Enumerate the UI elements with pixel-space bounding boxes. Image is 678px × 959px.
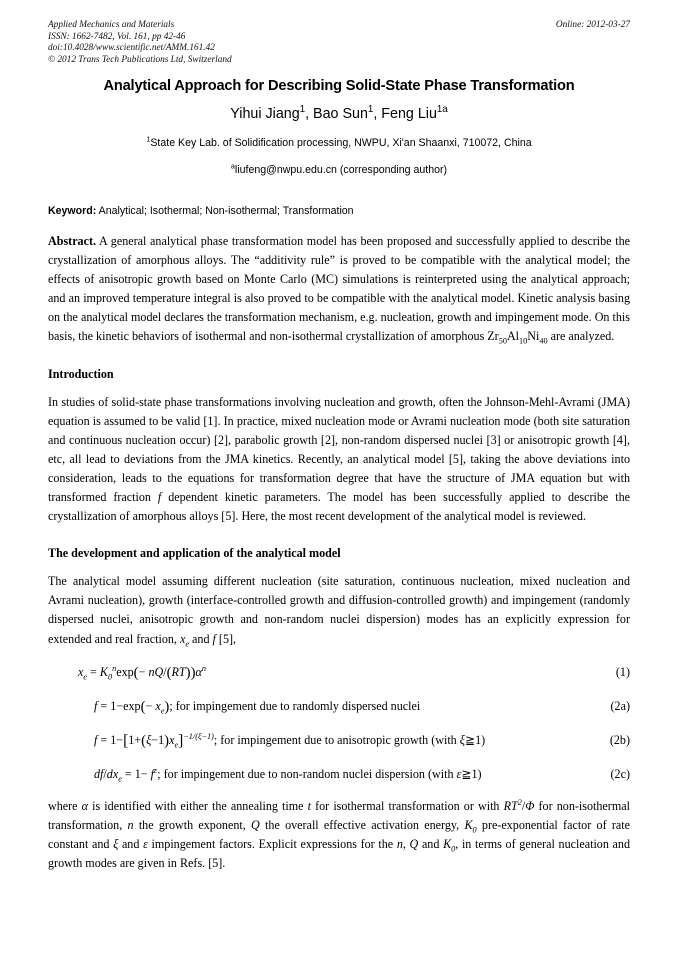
closing-k0-base: K: [443, 837, 452, 852]
eq1-exp: exp: [116, 664, 134, 679]
eq1-rt: RT: [171, 664, 186, 679]
author-3-affil-marker: 1a: [436, 104, 448, 116]
equation-row-2c: [48, 765, 630, 784]
eq2a-x-subscript: e: [160, 706, 165, 716]
equation-1-expression: [78, 665, 206, 679]
eq2b-exponent-xi: ξ: [197, 731, 202, 741]
eq1-k-superscript: n: [112, 663, 117, 673]
journal-issn: ISSN: 1662-7482, Vol. 161, pp 42-46: [48, 31, 186, 42]
var-x-subscript: e: [185, 638, 189, 648]
affiliation-marker: 1: [146, 134, 151, 144]
closing-text-l: , in terms of general nucleation and growth modes are given in Refs. [5].: [48, 837, 631, 871]
eq2a-open-paren: (: [140, 698, 146, 715]
section-heading-introduction: Introduction: [48, 366, 114, 381]
closing-text-f: the overall effective activation energy,: [259, 818, 465, 833]
equation-row-1: [48, 663, 630, 683]
eq2b-equals: = 1−: [97, 732, 124, 747]
closing-text-a: where: [48, 799, 82, 814]
formula-subscript-10: 10: [519, 336, 528, 346]
eq2a-close-paren: ): [164, 698, 170, 715]
journal-doi: doi:10.4028/www.scientific.net/AMM.161.42: [48, 43, 215, 54]
introduction-var-f: f: [157, 490, 162, 505]
eq2b-close-bracket: ]: [178, 732, 184, 750]
eq1-lhs-x: x: [78, 664, 84, 679]
closing-n: n: [127, 818, 134, 833]
formula-element-zr: Zr: [487, 329, 499, 344]
abstract-label: Abstract.: [48, 234, 97, 248]
closing-q: Q: [251, 818, 260, 833]
eq1-alpha-superscript: n: [201, 663, 206, 673]
equation-number-1: (1): [615, 664, 630, 679]
closing-text-b: is identified with either the annealing time: [88, 799, 308, 814]
eq2c-equals: = 1−: [121, 767, 151, 782]
masthead-left: [48, 20, 448, 66]
eq2b-x-subscript: e: [174, 740, 179, 750]
eq2b-close-paren: ): [164, 733, 170, 750]
development-text-a: The analytical model assuming different nucleation (site saturation, continuous nucleation, mixed nucleation and Avrami nucleation), growth (interface-controlled growth and diffusion-controlled growth) and impingement (randomly dispersed nuclei, anisotropic growth and non-random nuclei dispersion) modes has an explicitly expression for extended and real fraction,: [48, 574, 630, 646]
keyword-label: Keyword:: [48, 205, 97, 217]
eq2b-open-paren: (: [141, 733, 147, 750]
closing-rt: [504, 799, 522, 813]
development-text-mid: and: [189, 631, 213, 646]
eq1-k-subscript: 0: [107, 672, 113, 681]
corresponding-email: liufeng@nwpu.edu.cn (corresponding author): [234, 164, 448, 176]
eq2c-df: df: [94, 767, 104, 782]
eq1-equals: =: [87, 664, 100, 679]
eq2b-minus-one: −1: [151, 732, 165, 747]
author-separator-1: ,: [305, 106, 314, 122]
section-heading-development: The development and application of the analytical model: [48, 546, 341, 561]
abstract-text-part2: are analyzed.: [547, 329, 615, 344]
eq1-close-paren: ): [190, 664, 196, 681]
closing-t: t: [307, 799, 311, 814]
equation-2c-expression: [94, 766, 482, 784]
equation-row-2b: [48, 731, 630, 751]
closing-k0: [464, 818, 477, 835]
formula-subscript-50: 50: [498, 336, 507, 346]
closing-k-subscript: 0: [472, 825, 477, 835]
closing-phi-slash: /: [521, 799, 526, 814]
eq2a-equals: = 1−exp: [97, 698, 141, 713]
closing-text-c: for isothermal transformation or with: [311, 799, 504, 814]
keyword-values: Analytical; Isothermal; Non-isothermal; Transformation: [98, 205, 354, 217]
online-date: Online: 2012-03-27: [555, 20, 630, 30]
eq1-minus: −: [138, 664, 149, 679]
closing-xi: ξ: [113, 837, 119, 852]
closing-rt-base: RT: [503, 799, 518, 814]
closing-phi: Φ: [525, 799, 535, 814]
eq1-alpha: α: [195, 664, 202, 679]
eq2c-dx-subscript: e: [118, 774, 122, 784]
keyword-line: [48, 204, 630, 219]
journal-name: Applied Mechanics and Materials: [48, 20, 175, 30]
introduction-text-b: dependent kinetic parameters. The model has been successfully applied to describe the crystallization of amorphous alloys [5]. Here, the most recent development of the analytical model is reviewed.: [48, 490, 630, 524]
eq2c-f: f: [150, 767, 155, 782]
development-paragraph: [48, 572, 630, 648]
eq1-slash: /: [163, 664, 167, 679]
equation-number-2b: (2b): [609, 732, 630, 747]
author-2-name: Bao Sun: [313, 106, 368, 122]
equation-2a-expression: [94, 698, 421, 716]
development-var-f: f: [212, 631, 216, 646]
author-3-name: Feng Liu: [381, 106, 437, 122]
closing-epsilon: ε: [143, 837, 148, 852]
eq2c-condition-b: ≧1): [461, 767, 482, 782]
author-2-affil-marker: 1: [367, 104, 374, 116]
equation-number-2c: (2c): [610, 767, 630, 782]
closing-text-i: impingement factors. Explicit expressions for the: [147, 837, 397, 852]
affiliation-line: [48, 136, 630, 151]
closing-alpha: α: [81, 799, 89, 814]
closing-k0-2: [443, 837, 456, 854]
var-x: x: [179, 631, 186, 646]
eq1-lhs-subscript: e: [83, 672, 88, 681]
eq2a-lhs-f: f: [94, 698, 98, 713]
abstract-paragraph: [48, 232, 630, 347]
eq2b-exponent-a: −1/(: [183, 731, 198, 741]
closing-text-j: ,: [402, 837, 410, 852]
closing-text-h: and: [118, 837, 144, 852]
journal-masthead: [48, 20, 630, 70]
eq2b-condition-b: ≧1): [464, 732, 486, 747]
closing-k0-subscript: 0: [451, 844, 456, 854]
email-marker: a: [230, 161, 235, 171]
formula-element-al: Al: [506, 329, 520, 344]
closing-q2: Q: [409, 837, 419, 852]
eq2b-semicolon: ;: [213, 732, 221, 747]
author-list: [48, 105, 630, 123]
eq2b-exponent-b: −1): [201, 731, 214, 741]
affiliation-text: State Key Lab. of Solidification processing, NWPU, Xi'an Shaanxi, 710072, China: [150, 137, 532, 149]
eq2c-condition-epsilon: ε: [456, 767, 462, 782]
eq1-n: n: [148, 664, 155, 679]
eq2c-semicolon: ;: [157, 767, 164, 782]
eq2c-condition-a: for impingement due to non-random nuclei dispersion (with: [163, 767, 457, 782]
eq1-open-paren: (: [133, 664, 139, 681]
eq2c-slash: /: [103, 767, 107, 782]
equation-number-2a: (2a): [610, 698, 630, 713]
equation-2b-expression: [94, 731, 486, 750]
eq2b-condition-a: for impingement due to anisotropic growth (with: [220, 732, 460, 747]
development-text-b: [5],: [215, 631, 237, 646]
closing-text-g: pre-exponential factor of rate constant and: [48, 818, 630, 852]
alloy-formula: [487, 329, 548, 346]
eq2b-lhs-f: f: [94, 732, 98, 747]
eq1-open-paren-2: (: [166, 664, 172, 681]
closing-text-d: for non-isothermal transformation,: [48, 799, 630, 833]
closing-text-e: the growth exponent,: [133, 818, 252, 833]
eq1-q: Q: [154, 664, 164, 679]
eq2a-semicolon: ;: [169, 698, 176, 713]
abstract-text-part1: A general analytical phase transformation model has been proposed and successfully applied to describe the crystallization of amorphous alloys. The “additivity rule” is proved to be compatible with the analytical model; the effects of anisotropic growth based on Monte Carlo (MC) simulations is reinterpreted using the analytical approach; and an improved temperature integral is also proved to be compatible with the analytical model. Kinetic analysis basing on the analytical model declares the transformation mechanism, e.g. nucleation, growth and impingement mode. On this basis, the kinetic behaviors of isothermal and non-isothermal crystallization of amorphous: [48, 234, 630, 344]
eq2b-open-bracket: [: [123, 732, 129, 750]
closing-rt-superscript: 2: [517, 798, 522, 808]
eq2c-f-superscript: ε: [154, 766, 158, 776]
eq2a-x: x: [155, 698, 161, 713]
eq2a-minus: −: [145, 698, 156, 713]
closing-n2: n: [396, 837, 403, 852]
page-title: Analytical Approach for Describing Solid-State Phase Transformation: [103, 78, 575, 94]
closing-paragraph: [48, 797, 630, 873]
author-separator-2: ,: [373, 106, 382, 122]
formula-element-ni: Ni: [527, 329, 540, 344]
introduction-paragraph: [48, 393, 630, 527]
eq2b-one-plus: 1+: [128, 732, 142, 747]
author-1-name: Yihui Jiang: [230, 106, 300, 122]
closing-text-k: and: [418, 837, 444, 852]
development-var-xe: [180, 632, 189, 646]
eq2b-exponent: [183, 732, 214, 741]
journal-copyright: © 2012 Trans Tech Publications Ltd, Switzerland: [48, 54, 232, 65]
equation-row-2a: [48, 697, 630, 717]
eq1-close-paren-2: ): [185, 664, 191, 681]
formula-subscript-40: 40: [539, 336, 548, 346]
closing-k-base: K: [464, 818, 473, 833]
eq2b-x: x: [169, 732, 175, 747]
introduction-text-a: In studies of solid-state phase transformations involving nucleation and growth, often the Johnson-Mehl-Avrami (JMA) equation is assumed to be valid [1]. In practice, mixed nucleation mode or Avrami nucleation mode (both site saturation and continuous nucleation occur) [2], parabolic growth [2], non-random dispersed nuclei [3] or anisotropic growth [4], etc, all lead to deviations from the JMA kinetics. Recently, an analytical model [5], taking the above deviations into consideration, leads to the equations for transformation degree that have the structure of JMA equation but with transformed fraction: [48, 394, 630, 505]
eq2b-condition-xi: ξ: [459, 732, 465, 747]
eq2c-dx: dx: [106, 767, 119, 782]
corresponding-email-line: [48, 163, 630, 178]
author-1-affil-marker: 1: [299, 104, 306, 116]
eq1-k: K: [99, 664, 108, 679]
eq2b-xi: ξ: [146, 732, 152, 747]
eq2a-condition: for impingement due to randomly dispersed nuclei: [175, 698, 421, 713]
